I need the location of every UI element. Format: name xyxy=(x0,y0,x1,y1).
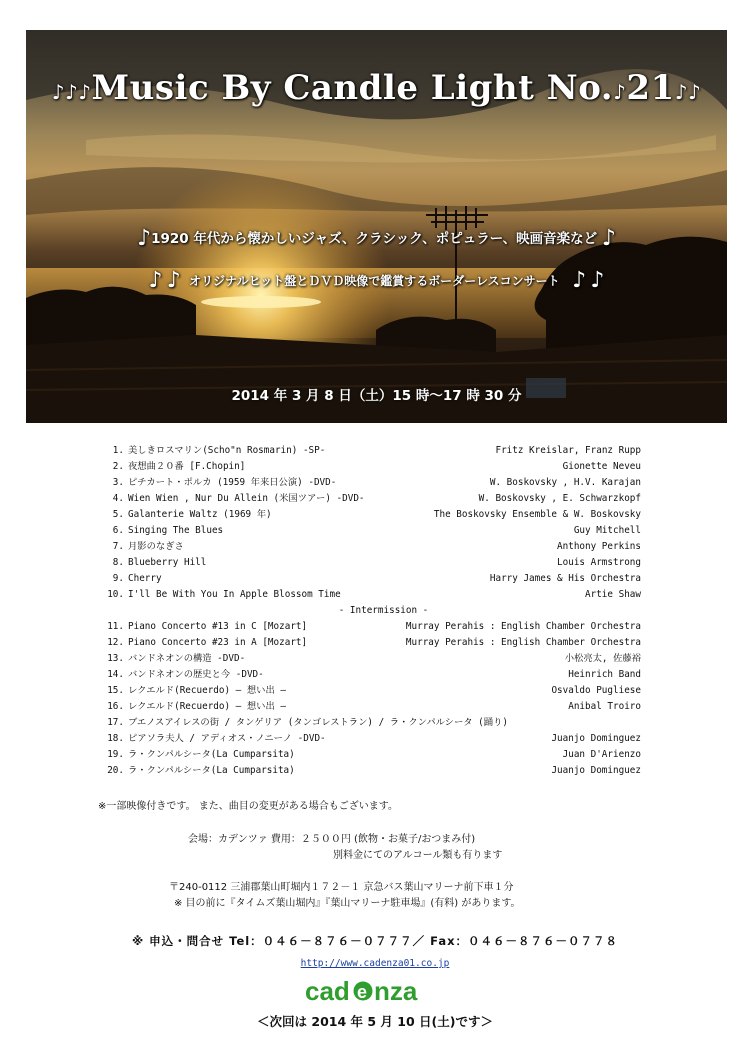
program-row xyxy=(96,443,641,459)
venue-fee-line: 会場：カデンツァ 費用：２５００円 (飲物・お菓子/おつまみ付) xyxy=(188,834,476,845)
track-title: Galanterie Waltz (1969 年) xyxy=(128,509,272,520)
tagline-concert-text: オリジナルヒット盤とＤＶＤ映像で鑑賞するボーダーレスコンサート xyxy=(189,274,560,288)
track-title: Piano Concerto #23 in A [Mozart] xyxy=(128,637,308,648)
program-row xyxy=(96,587,641,603)
track-title: ピチカート・ポルカ (1959 年来日公演) -DVD- xyxy=(128,477,337,488)
program-row xyxy=(96,491,641,507)
logo-text-right: nza xyxy=(374,977,418,1006)
track-artist: W. Boskovsky , H.V. Karajan xyxy=(489,477,641,488)
track-title: レクエルド(Recuerdo) – 想い出 – xyxy=(128,685,286,696)
track-title: Blueberry Hill xyxy=(128,557,207,568)
track-number: 16. xyxy=(107,701,124,712)
track-title: 月影のなぎさ xyxy=(128,541,184,552)
track-number: 15. xyxy=(107,685,124,696)
contact-phone-fax: ※ 申込・問合せ Tel：０４６－８７６－０７７７／ Fax：０４６－８７６－０７７８ xyxy=(131,934,619,948)
track-title: 美しきロスマリン(Scho"n Rosmarin) -SP- xyxy=(128,445,326,456)
track-number: 12. xyxy=(107,637,124,648)
track-title: Wien Wien , Nur Du Allein (米国ツアー) -DVD- xyxy=(128,493,365,504)
track-artist: Gionette Neveu xyxy=(562,461,641,472)
website-link[interactable]: http://www.cadenza01.co.jp xyxy=(300,958,450,969)
event-title xyxy=(26,68,727,108)
track-number: 20. xyxy=(107,765,124,776)
track-title: バンドネオンの構造 -DVD- xyxy=(128,653,246,664)
track-number: 17. xyxy=(107,717,124,728)
track-artist: Fritz Kreislar, Franz Rupp xyxy=(495,445,641,456)
track-artist: Guy Mitchell xyxy=(573,525,641,536)
program-row xyxy=(96,523,641,539)
program-row xyxy=(96,731,641,747)
music-note-icon: ♪ xyxy=(148,268,163,293)
track-artist: Anibal Troiro xyxy=(568,701,641,712)
music-note-icon: ♪ xyxy=(166,268,181,293)
track-number: 10. xyxy=(107,589,124,600)
music-note-icon: ♪ xyxy=(572,268,587,293)
music-note-icon: ♪ xyxy=(137,226,152,251)
track-artist: Heinrich Band xyxy=(568,669,641,680)
track-number: 2. xyxy=(112,461,124,472)
track-title: ラ・クンパルシータ(La Cumparsita) xyxy=(128,765,295,776)
program-row xyxy=(96,459,641,475)
logo-text-mid: e xyxy=(357,982,368,1002)
track-artist: Louis Armstrong xyxy=(557,557,641,568)
track-number: 5. xyxy=(112,509,124,520)
logo-text-left: cad xyxy=(305,977,350,1006)
track-artist: Juanjo Dominguez xyxy=(551,765,641,776)
track-title: ラ・クンパルシータ(La Cumparsita) xyxy=(128,749,295,760)
program-row xyxy=(96,683,641,699)
program-row xyxy=(96,763,641,779)
tagline-concert xyxy=(26,268,727,293)
track-number: 4. xyxy=(112,493,124,504)
program-row xyxy=(96,651,641,667)
track-artist: Harry James & His Orchestra xyxy=(489,573,641,584)
program-row xyxy=(96,747,641,763)
music-note-icon: ♪ xyxy=(601,226,616,251)
track-number: 9. xyxy=(112,573,124,584)
intermission-row xyxy=(96,603,641,619)
program-row xyxy=(96,555,641,571)
track-artist: Murray Perahis : English Chamber Orchestra xyxy=(405,621,641,632)
program-row xyxy=(96,571,641,587)
program-row xyxy=(96,539,641,555)
address-line: 〒240-0112 三浦郡葉山町堀内１７２－１ 京急バス葉山マリーナ前下車１分 xyxy=(169,882,514,893)
program-row xyxy=(96,667,641,683)
track-title: ブエノスアイレスの街 / タンゲリア (タンゴレストラン) / ラ・クンパルシータ (踊り) xyxy=(128,717,508,728)
track-title: バンドネオンの歴史と今 -DVD- xyxy=(128,669,264,680)
title-number: 21 xyxy=(626,68,675,108)
title-text: Music By Candle Light No. xyxy=(91,68,614,108)
program-row xyxy=(96,635,641,651)
music-notes-right: ♪♪ xyxy=(674,80,702,104)
cadenza-logo-graphic xyxy=(305,977,445,1007)
hero-photo xyxy=(26,30,727,423)
track-artist: Juan D'Arienzo xyxy=(562,749,641,760)
track-artist: W. Boskovsky , E. Schwarzkopf xyxy=(478,493,641,504)
next-event-date: ＜次回は 2014 年 5 月 10 日(土)です＞ xyxy=(257,1014,493,1029)
track-number: 11. xyxy=(107,621,124,632)
track-artist: Osvaldo Pugliese xyxy=(551,685,641,696)
music-notes-left: ♪♪♪ xyxy=(51,80,92,104)
music-note-icon: ♪ xyxy=(590,268,605,293)
track-artist: 小松亮太, 佐藤裕 xyxy=(564,653,641,664)
track-number: 6. xyxy=(112,525,124,536)
track-number: 1. xyxy=(112,445,124,456)
track-number: 8. xyxy=(112,557,124,568)
track-title: Piano Concerto #13 in C [Mozart] xyxy=(128,621,308,632)
program-row xyxy=(96,619,641,635)
alcohol-note: 別料金にてのアルコール類も有ります xyxy=(333,850,503,861)
program-row xyxy=(96,715,641,731)
track-artist: Murray Perahis : English Chamber Orchestra xyxy=(405,637,641,648)
track-title: レクエルド(Recuerdo) – 想い出 – xyxy=(128,701,286,712)
track-title: I'll Be With You In Apple Blossom Time xyxy=(128,589,341,600)
track-title: 夜想曲２０番 [F.Chopin] xyxy=(128,461,246,472)
tagline-genres-text: 1920 年代から懐かしいジャズ、クラシック、ポピュラー、映画音楽など xyxy=(151,231,598,247)
program-row xyxy=(96,475,641,491)
program-list xyxy=(96,443,641,779)
tagline-genres xyxy=(26,226,727,251)
event-date: 2014 年 3 月 8 日（土）15 時～17 時 30 分 xyxy=(231,388,522,404)
cadenza-logo xyxy=(0,977,750,1011)
track-number: 14. xyxy=(107,669,124,680)
track-title: Singing The Blues xyxy=(128,525,224,536)
track-title: Cherry xyxy=(128,573,162,584)
parking-note: ※ 目の前に『タイムズ葉山堀内』『葉山マリーナ駐車場』(有料) があります。 xyxy=(174,898,521,909)
track-artist: Juanjo Dominguez xyxy=(551,733,641,744)
intermission-label: - Intermission - xyxy=(338,605,429,616)
track-number: 7. xyxy=(112,541,124,552)
track-number: 19. xyxy=(107,749,124,760)
track-artist: Artie Shaw xyxy=(585,589,641,600)
program-row xyxy=(96,507,641,523)
track-number: 18. xyxy=(107,733,124,744)
track-number: 13. xyxy=(107,653,124,664)
program-row xyxy=(96,699,641,715)
track-artist: Anthony Perkins xyxy=(557,541,641,552)
track-number: 3. xyxy=(112,477,124,488)
track-title: ピアソラ夫人 / アディオス・ノニーノ -DVD- xyxy=(128,733,326,744)
music-note-mid: ♪ xyxy=(613,80,627,104)
notice-text: ※一部映像付きです。 また、曲目の変更がある場合もございます。 xyxy=(98,801,398,812)
track-artist: The Boskovsky Ensemble & W. Boskovsky xyxy=(433,509,641,520)
